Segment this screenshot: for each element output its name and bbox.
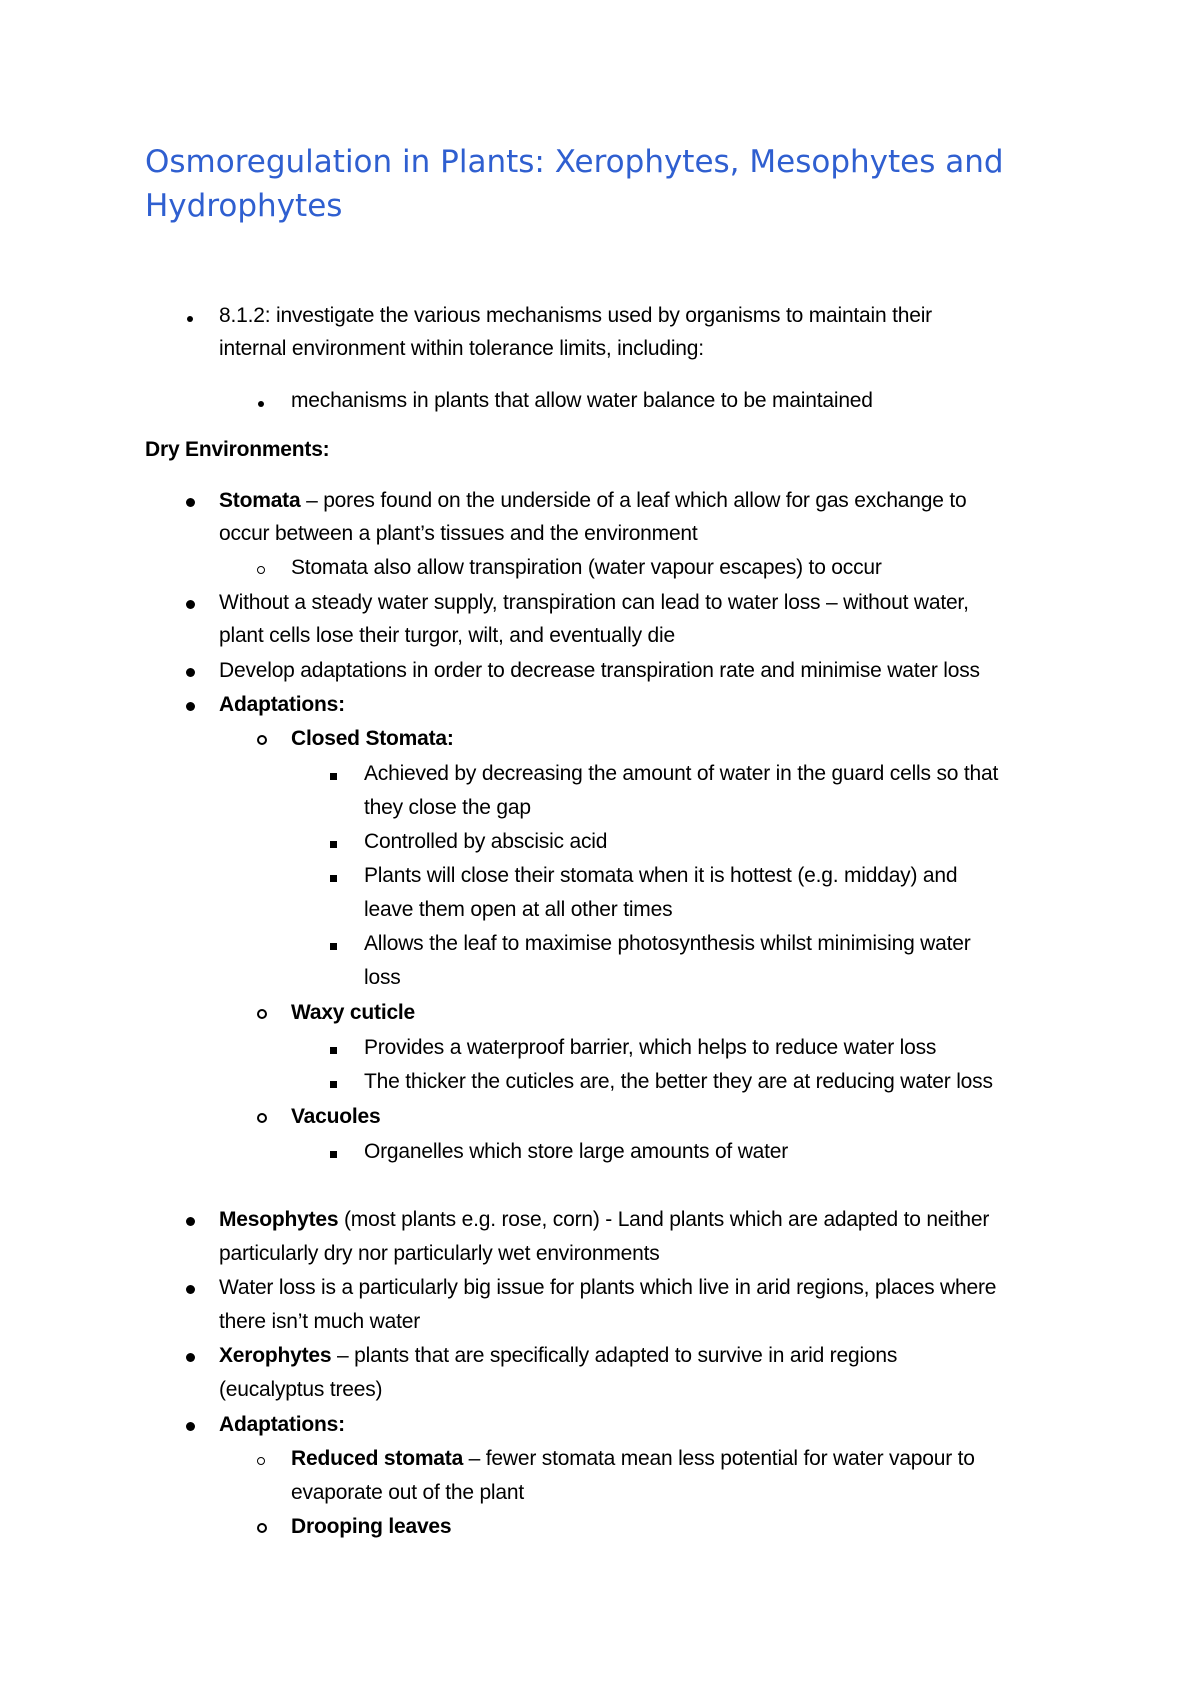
vacuoles-item1: Organelles which store large amounts of water [364,1140,789,1163]
reduced-stomata-term: Reduced stomata [291,1447,464,1470]
bullet-dot [186,484,195,517]
closed-stomata-item4-line1: Allows the leaf to maximise photosynthesis whilst minimising water [364,932,971,955]
syllabus-sub-point: mechanisms in plants that allow water balance to be maintained [291,389,873,412]
xerophytes-line1 [219,1339,897,1372]
bullet-square [330,825,337,858]
bullet-dot [186,654,195,687]
closed-stomata-item2: Controlled by abscisic acid [364,830,608,853]
xerophytes-definition: – plants that are specifically adapted to survive in arid regions [331,1344,898,1367]
reduced-stomata-definition: – fewer stomata mean less potential for water vapour to [463,1447,975,1470]
closed-stomata-item1-line1: Achieved by decreasing the amount of water in the guard cells so that [364,762,999,785]
bullet-dot [186,1203,195,1236]
bullet-ring [257,1442,265,1475]
stomata-sub-point: Stomata also allow transpiration (water vapour escapes) to occur [291,556,882,579]
vacuoles-label: Vacuoles [291,1105,381,1128]
stomata-line1 [219,484,966,517]
bullet-ring [257,551,265,584]
mesophytes-line1 [219,1203,989,1236]
adaptations-label: Adaptations: [219,693,345,716]
adaptations-label-2: Adaptations: [219,1413,345,1436]
drooping-leaves-label: Drooping leaves [291,1515,452,1538]
bullet-dot [186,586,195,619]
stomata-line2: occur between a plant’s tissues and the environment [219,522,698,545]
bullet-dot [186,688,195,721]
steady-supply-line2: plant cells lose their turgor, wilt, and eventually die [219,624,675,647]
waxy-cuticle-item2: The thicker the cuticles are, the better they are at reducing water loss [364,1070,993,1093]
develop-adaptations-line: Develop adaptations in order to decrease transpiration rate and minimise water loss [219,659,980,682]
bullet-dot [258,384,264,417]
mesophytes-term: Mesophytes [219,1208,339,1231]
bullet-square [330,859,337,892]
bullet-square [330,927,337,960]
bullet-ring-bold [257,722,267,755]
bullet-dot [186,1408,195,1441]
reduced-stomata-line2: evaporate out of the plant [291,1481,524,1504]
closed-stomata-item4-line2: loss [364,966,401,989]
xerophytes-line2: (eucalyptus trees) [219,1378,383,1401]
bullet-ring-bold [257,996,267,1029]
waxy-cuticle-label: Waxy cuticle [291,1001,416,1024]
syllabus-point-line1: 8.1.2: investigate the various mechanisms used by organisms to maintain their [219,304,932,327]
syllabus-point-line2: internal environment within tolerance limits, including: [219,337,704,360]
water-loss-line1: Water loss is a particularly big issue for plants which live in arid regions, places where [219,1276,997,1299]
closed-stomata-label: Closed Stomata: [291,727,454,750]
mesophytes-definition: (most plants e.g. rose, corn) - Land plants which are adapted to neither [338,1208,990,1231]
stomata-term: Stomata [219,489,301,512]
bullet-ring-bold [257,1510,267,1543]
closed-stomata-item3-line1: Plants will close their stomata when it is hottest (e.g. midday) and [364,864,958,887]
steady-supply-line1: Without a steady water supply, transpiration can lead to water loss – without water, [219,591,969,614]
section-heading-dry: Dry Environments: [145,438,330,461]
water-loss-line2: there isn’t much water [219,1310,421,1333]
mesophytes-line2: particularly dry nor particularly wet environments [219,1242,660,1265]
bullet-dot [186,1339,195,1372]
bullet-square [330,1031,337,1064]
stomata-definition: – pores found on the underside of a leaf which allow for gas exchange to [300,489,967,512]
bullet-square [330,1065,337,1098]
bullet-dot [186,1271,195,1304]
page-title: Osmoregulation in Plants: Xerophytes, Mesophytes and Hydrophytes [145,144,1004,224]
bullet-ring-bold [257,1100,267,1133]
reduced-stomata-line1 [291,1442,975,1475]
bullet-dot [187,299,193,332]
bullet-square [330,757,337,790]
xerophytes-term: Xerophytes [219,1344,332,1367]
closed-stomata-item1-line2: they close the gap [364,796,531,819]
closed-stomata-item3-line2: leave them open at all other times [364,898,673,921]
waxy-cuticle-item1: Provides a waterproof barrier, which helps to reduce water loss [364,1036,937,1059]
bullet-square [330,1135,337,1168]
